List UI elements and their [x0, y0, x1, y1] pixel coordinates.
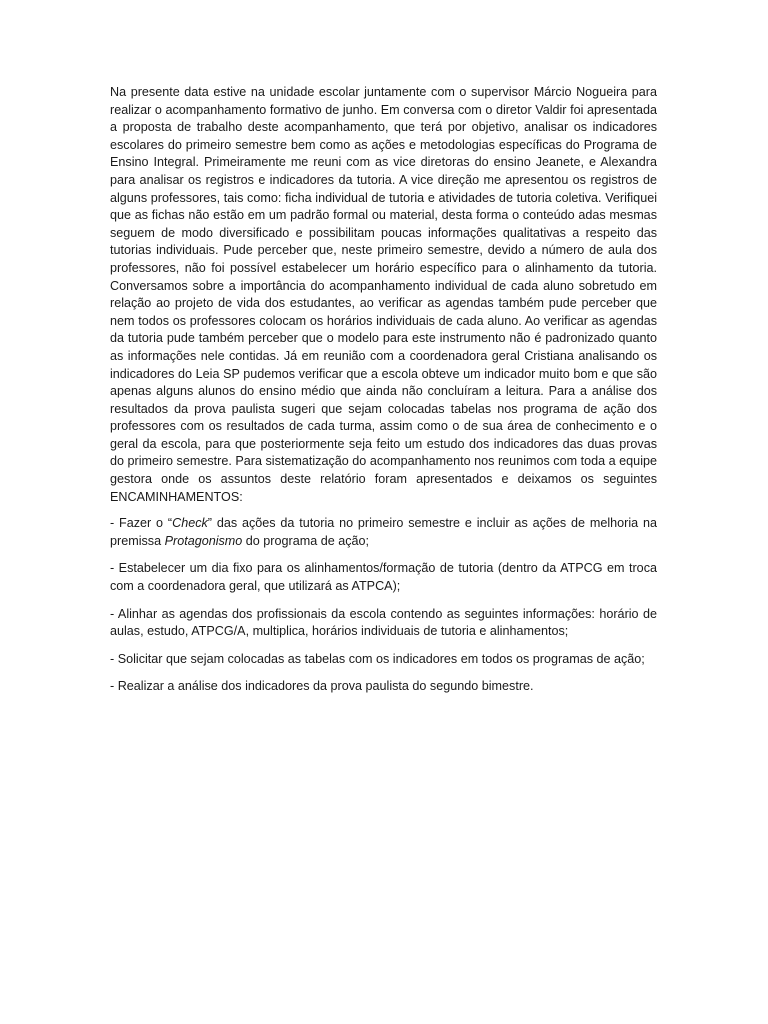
referral-item-agendas: - Alinhar as agendas dos profissionais da escola contendo as seguintes informações: horário de aulas, estudo, ATPCG/A, multiplica, horários individuais de tutoria e alinhamentos; — [110, 606, 657, 639]
main-paragraph: Na presente data estive na unidade escolar juntamente com o supervisor Márcio Nogueira para realizar o acompanhamento formativo de junho. Em conversa com o diretor Valdir foi apresentada a proposta de trabalho deste acompanhamento, que terá por objetivo, analisar os indicadores escolares do primeiro semestre bem como as ações e metodologias específicas do Programa de Ensino Integral. Primeiramente me reuni com as vice diretoras do ensino Jeanete, e Alexandra para analisar os registros e indicadores da tutoria. A vice direção me apresentou os registros de alguns professores, tais como: ficha individual de tutoria e atividades de tutoria coletiva. Verifiquei que as fichas não estão em um padrão formal ou material, desta forma o conteúdo adas mesmas seguem de modo diversificado e possibilitam poucas informações qualitativas a respeito das tutorias individuais. Pude perceber que, neste primeiro semestre, devido a número de aula dos professores, não foi possível estabelecer um horário específico para o alinhamento da tutoria. Conversamos sobre a importância do acompanhamento individual de cada aluno sobretudo em relação ao projeto de vida dos estudantes, ao verificar as agendas também pude perceber que nem todos os professores colocam os horários individuais de cada aluno. Ao verificar as agendas da tutoria pude também perceber que o modelo para este instrumento não é padronizado quanto as informações nele contidas. Já em reunião com a coordenadora geral Cristiana analisando os indicadores do Leia SP pudemos verificar que a escola obteve um indicador muito bom e que são apenas alguns alunos do ensino médio que ainda não concluíram a leitura. Para a análise dos resultados da prova paulista sugeri que sejam colocadas tabelas nos programa de ação dos professores com os resultados de cada turma, assim como o de sua área de conhecimento e o geral da escola, para que posteriormente seja feito um estudo dos indicadores das duas provas do primeiro semestre. Para sistematização do acompanhamento nos reunimos com toda a equipe gestora onde os assuntos deste relatório foram apresentados e deixamos os seguintes ENCAMINHAMENTOS: — [110, 85, 657, 504]
item-text-prefix: - Fazer o “ — [110, 516, 173, 531]
referral-item-fixed-day: - Estabelecer um dia fixo para os alinhamentos/formação de tutoria (dentro da ATPCG em troca com a coordenadora geral, que utilizará as ATPCA); — [110, 561, 657, 594]
item-italic-check: Check — [172, 516, 208, 531]
referral-item-analysis: - Realizar a análise dos indicadores da prova paulista do segundo bimestre. — [110, 679, 534, 694]
document-body — [110, 84, 657, 706]
referral-item-tables: - Solicitar que sejam colocadas as tabelas com os indicadores em todos os programas de ação; — [110, 651, 645, 666]
referral-item-check — [110, 515, 657, 550]
item-italic-protagonismo: Protagonismo — [164, 533, 243, 548]
item-text-suffix: do programa de ação; — [242, 533, 370, 548]
item-text-middle: ” das ações da tutoria no primeiro semestre e incluir as ações de melhoria na premissa — [110, 516, 657, 548]
